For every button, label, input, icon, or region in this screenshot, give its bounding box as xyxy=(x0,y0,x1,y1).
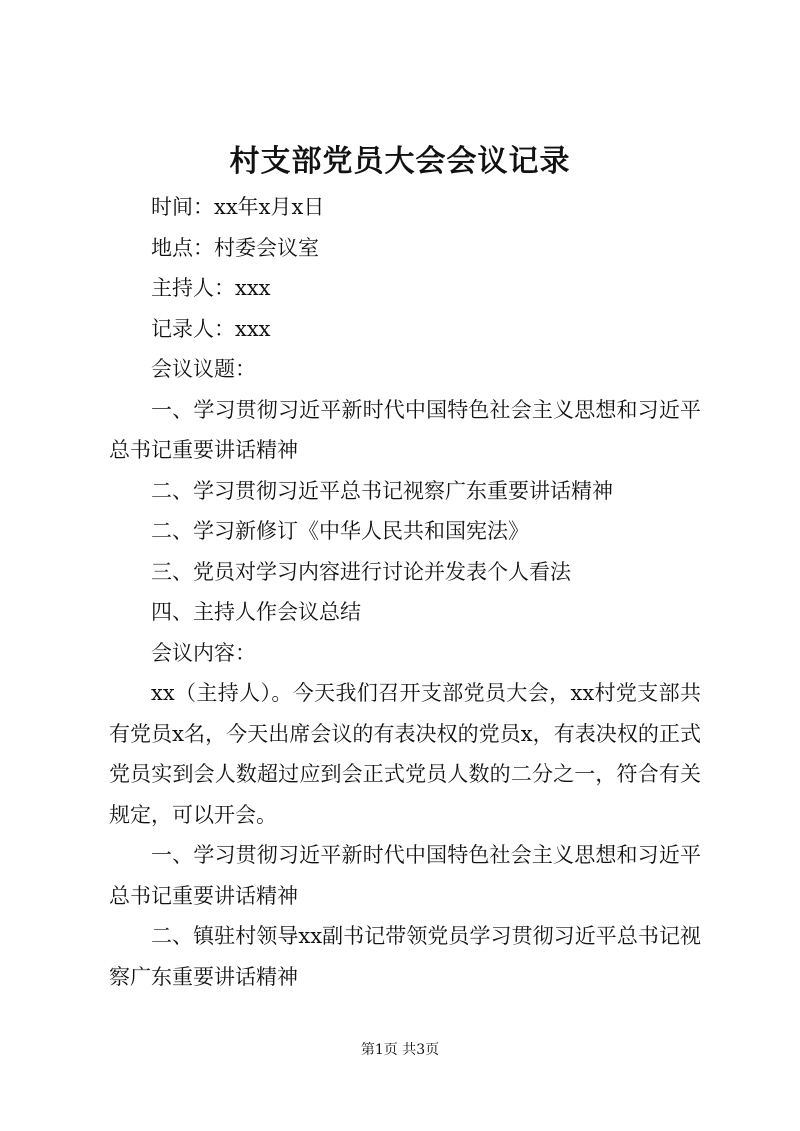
agenda-item: 一、学习贯彻习近平新时代中国特色社会主义思想和习近平总书记重要讲话精神 xyxy=(109,397,701,462)
meeting-location: 地点：村委会议室 xyxy=(151,235,319,260)
document-title: 村支部党员大会会议记录 xyxy=(229,144,571,179)
content-paragraph: 一、学习贯彻习近平新时代中国特色社会主义思想和习近平总书记重要讲话精神 xyxy=(109,843,701,908)
page-footer: 第1页 共3页 xyxy=(360,1042,440,1058)
content-heading: 会议内容： xyxy=(151,640,256,665)
content-paragraph: xx（主持人）。今天我们召开支部党员大会，xx村党支部共有党员x名，今天出席会议的有表决权的党员x，有表决权的正式党员实到会人数超过应到会正式党员人数的二分之一，符合有关规定，可以开会。 xyxy=(109,681,701,827)
agenda-item: 四、主持人作会议总结 xyxy=(151,600,361,624)
content-paragraph: 二、镇驻村领导xx副书记带领党员学习贯彻习近平总书记视察广东重要讲话精神 xyxy=(109,924,701,989)
document-body xyxy=(109,187,701,997)
meeting-time: 时间：xx年x月x日 xyxy=(151,195,325,219)
meeting-host: 主持人：xxx xyxy=(151,276,271,300)
agenda-item: 二、学习新修订《中华人民共和国宪法》 xyxy=(151,519,529,543)
agenda-heading: 会议议题： xyxy=(151,357,256,381)
agenda-item: 二、学习贯彻习近平总书记视察广东重要讲话精神 xyxy=(151,478,613,503)
agenda-item: 三、党员对学习内容进行讨论并发表个人看法 xyxy=(151,559,571,584)
meeting-recorder: 记录人：xxx xyxy=(151,316,271,341)
